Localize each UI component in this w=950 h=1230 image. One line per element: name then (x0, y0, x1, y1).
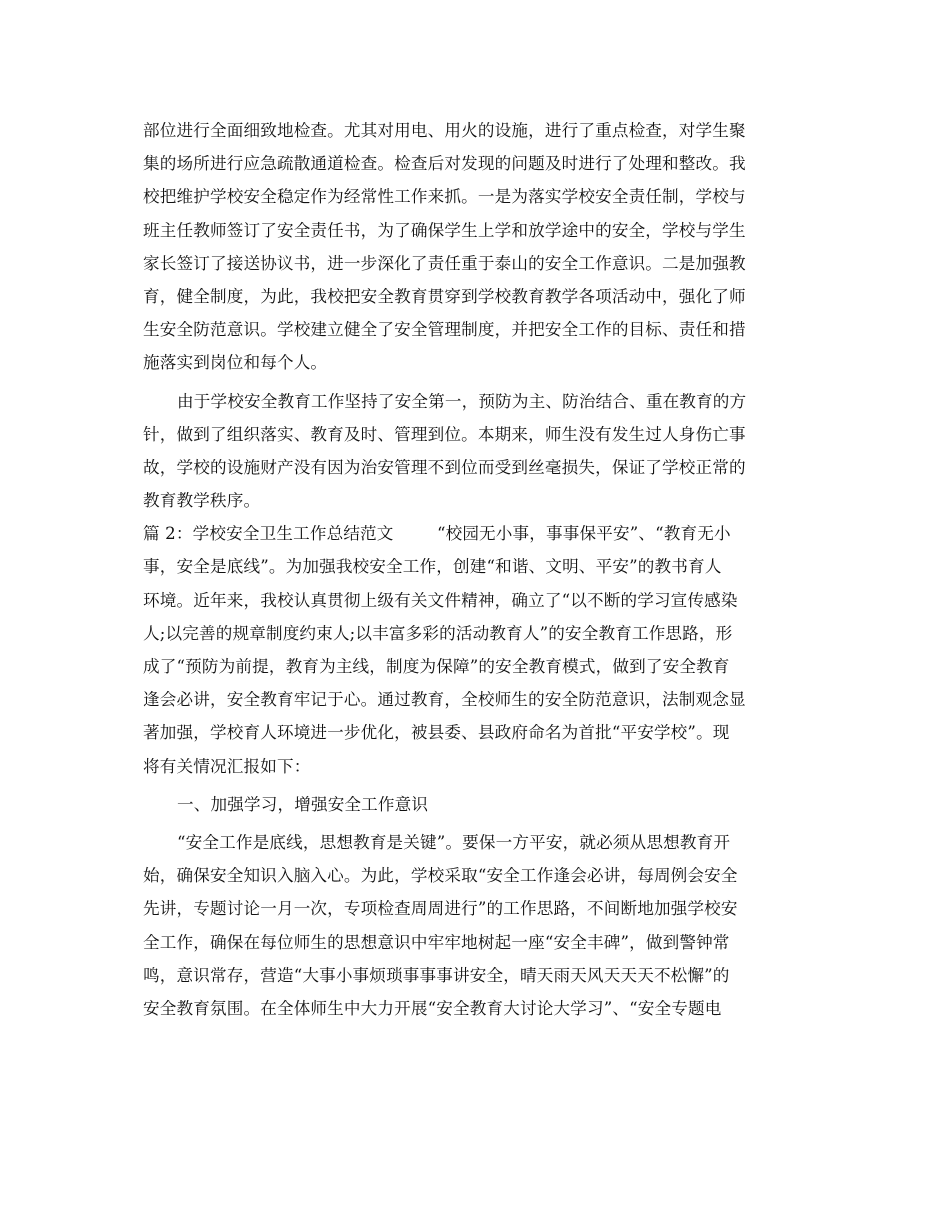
text-line: 著加强，学校育人环境进一步优化，被县委、县政府命名为首批“平安学校”。现 (143, 723, 730, 743)
text-line: 部位进行全面细致地检查。尤其对用电、用火的设施，进行了重点检查，对学生聚 (143, 121, 746, 140)
paragraph (143, 788, 823, 821)
section-heading-line: 篇 2：学校安全卫生工作总结范文 “校园无小事，事事保平安”、“教育无小 (143, 524, 731, 544)
text-line: 生安全防范意识。学校建立健全了安全管理制度，并把安全工作的目标、责任和措 (143, 320, 746, 340)
text-line: “安全工作是底线，思想教育是关键”。要保一方平安，就必须从思想教育开 (177, 832, 731, 852)
document-body (143, 114, 823, 1025)
text-line: 逢会必讲，安全教育牢记于心。通过教育，全校师生的安全防范意识，法制观念显 (143, 690, 746, 710)
text-line: 由于学校安全教育工作坚持了安全第一，预防为主、防治结合、重在教育的方 (177, 391, 747, 411)
text-line: 安全教育氛围。在全体师生中大力开展“安全教育大讨论大学习”、“安全专题电 (143, 998, 722, 1018)
text-line: 全工作，确保在每位师生的思想意识中牢牢地树起一座“安全丰碑”，做到警钟常 (143, 932, 730, 952)
subheading-line: 一、加强学习，增强安全工作意识 (177, 794, 429, 814)
text-line: 故，学校的设施财产没有因为治安管理不到位而受到丝毫损失，保证了学校正常的 (143, 457, 746, 477)
text-line: 先讲，专题讨论一月一次，专项检查周周进行”的工作思路，不间断地加强学校安 (143, 899, 738, 919)
text-line: 将有关情况汇报如下： (143, 756, 311, 776)
paragraph (143, 114, 823, 380)
paragraph (143, 826, 823, 1025)
text-line: 家长签订了接送协议书，进一步深化了责任重于泰山的安全工作意识。二是加强教 (143, 253, 746, 273)
paragraph (143, 385, 823, 518)
text-line: 始，确保安全知识入脑入心。为此，学校采取“安全工作逢会必讲，每周例会安全 (143, 866, 738, 886)
text-line: 事，安全是底线”。为加强我校安全工作，创建“和谐、文明、平安”的教书育人 (143, 557, 722, 577)
text-line: 班主任教师签订了安全责任书，为了确保学生上学和放学途中的安全，学校与学生 (143, 220, 746, 240)
text-line: 环境。近年来，我校认真贯彻上级有关文件精神，确立了“以不断的学习宣传感染 (143, 590, 738, 610)
text-line: 针，做到了组织落实、教育及时、管理到位。本期来，师生没有发生过人身伤亡事 (143, 424, 746, 444)
text-line: 育，健全制度，为此，我校把安全教育贯穿到学校教育教学各项活动中，强化了师 (143, 286, 746, 306)
paragraph (143, 517, 823, 783)
text-line: 施落实到岗位和每个人。 (143, 353, 328, 373)
text-line: 成了“预防为前提，教育为主线，制度为保障”的安全教育模式，做到了安全教育 (143, 657, 730, 676)
text-line: 校把维护学校安全稳定作为经常性工作来抓。一是为落实学校安全责任制，学校与 (143, 187, 746, 207)
text-line: 鸣，意识常存，营造“大事小事烦琐事事事讲安全，晴天雨天风天天天不松懈”的 (143, 965, 730, 985)
text-line: 教育教学秩序。 (143, 491, 261, 511)
text-line: 人;以完善的规章制度约束人;以丰富多彩的活动教育人”的安全教育工作思路，形 (143, 623, 733, 643)
text-line: 集的场所进行应急疏散通道检查。检查后对发现的问题及时进行了处理和整改。我 (143, 154, 746, 174)
